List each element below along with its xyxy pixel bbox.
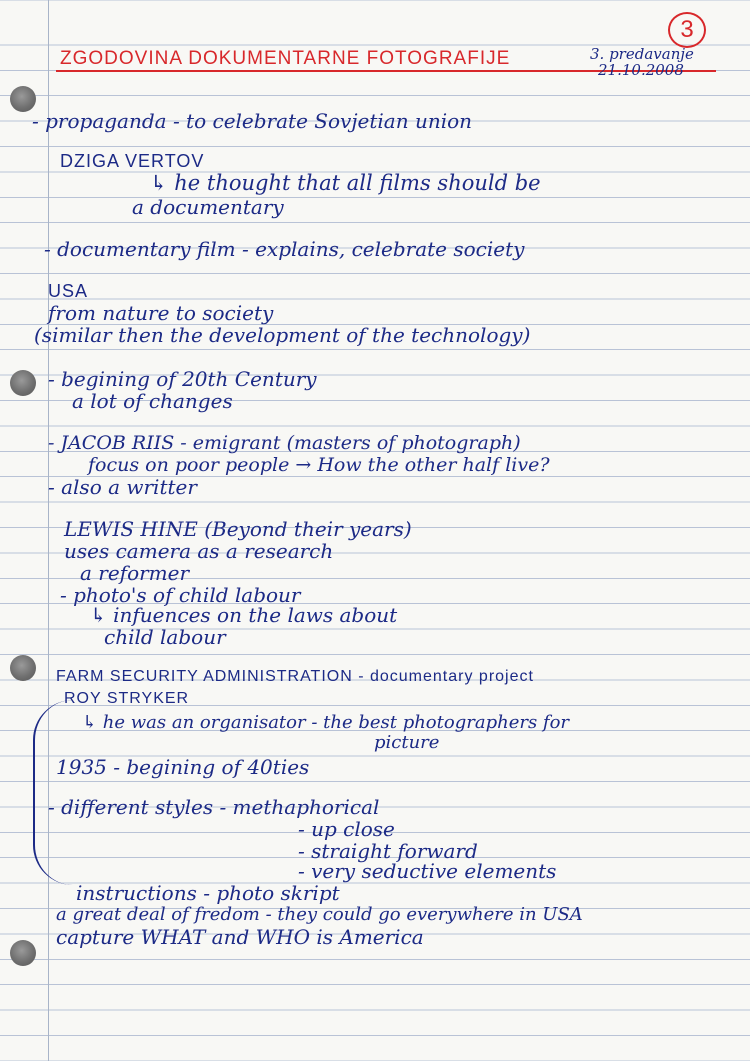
note-line: USA: [48, 281, 89, 301]
note-line: ↳ infuences on the laws about: [90, 603, 398, 627]
note-line: - different styles - methaphorical: [48, 795, 380, 819]
punch-hole: [10, 370, 36, 396]
note-line: DZIGA VERTOV: [60, 151, 205, 171]
page-number: 3: [668, 12, 706, 48]
note-line: LEWIS HINE (Beyond their years): [64, 517, 412, 541]
note-line: a lot of changes: [72, 389, 233, 413]
lecture-label: 3. predavanje: [590, 45, 694, 63]
note-line: (similar then the development of the technology): [34, 323, 531, 347]
note-line: a great deal of fredom - they could go everywhere in USA: [56, 904, 583, 925]
note-line: picture: [374, 732, 440, 753]
note-line: capture WHAT and WHO is America: [56, 925, 424, 949]
lecture-info: [590, 46, 694, 78]
note-line: focus on poor people → How the other half live?: [88, 454, 550, 476]
lecture-date: 21.10.2008: [598, 61, 684, 79]
page-title: ZGODOVINA DOKUMENTARNE FOTOGRAFIJE: [60, 48, 511, 69]
punch-hole: [10, 655, 36, 681]
note-line: instructions - photo skript: [76, 881, 340, 905]
note-line: - begining of 20th Century: [48, 367, 317, 391]
note-line: ↳ he thought that all films should be: [150, 171, 541, 195]
note-line: 1935 - begining of 40ties: [56, 755, 310, 779]
note-line: a documentary: [132, 195, 284, 219]
note-line: - photo's of child labour: [60, 583, 301, 607]
margin-line: [48, 0, 49, 1061]
note-line: ↳ he was an organisator - the best photographers for: [82, 712, 570, 733]
punch-hole: [10, 940, 36, 966]
note-line: from nature to society: [48, 301, 274, 325]
note-line: - documentary film - explains, celebrate society: [44, 237, 525, 261]
note-line: - straight forward: [298, 839, 478, 863]
note-line: - propaganda - to celebrate Sovjetian union: [32, 109, 473, 133]
note-line: - very seductive elements: [298, 859, 557, 883]
note-line: a reformer: [80, 561, 190, 585]
note-line: - up close: [298, 817, 395, 841]
note-line: - also a writter: [48, 475, 197, 499]
note-line: ROY STRYKER: [64, 690, 190, 707]
note-line: - JACOB RIIS - emigrant (masters of photograph): [48, 432, 521, 454]
bracket-mark: [33, 700, 75, 885]
note-line: child labour: [104, 625, 226, 649]
note-line: FARM SECURITY ADMINISTRATION - documentary project: [56, 668, 534, 685]
note-line: uses camera as a research: [64, 539, 334, 563]
